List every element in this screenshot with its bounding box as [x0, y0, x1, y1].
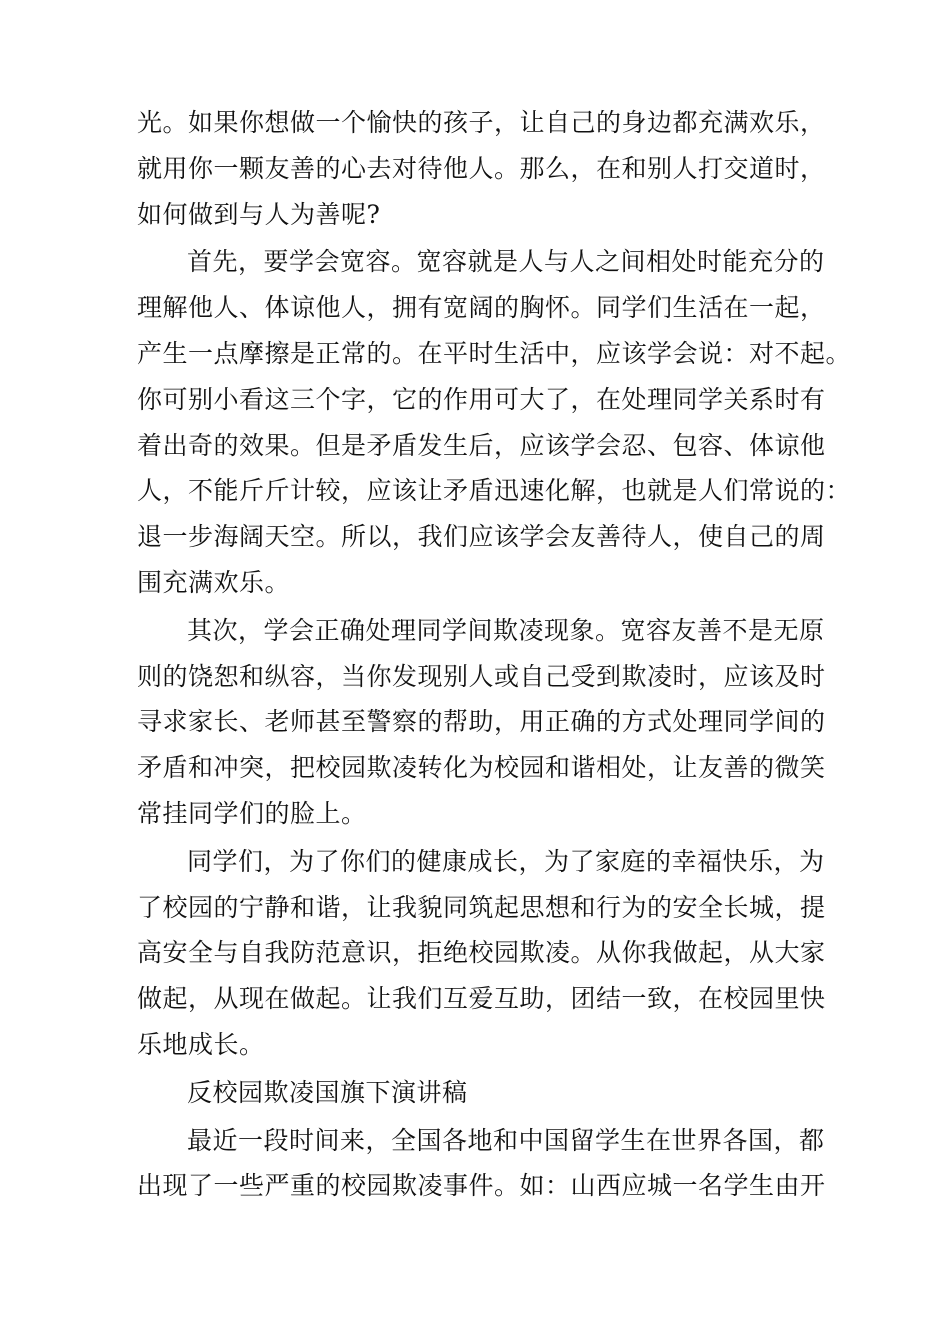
- text-line: 人，不能斤斤计较，应该让矛盾迅速化解，也就是人们常说的：: [137, 476, 852, 506]
- paragraph-5: [137, 1118, 837, 1210]
- text-line: 矛盾和冲突，把校园欺凌转化为校园和谐相处，让友善的微笑: [137, 753, 826, 783]
- text-line: 理解他人、体谅他人，拥有宽阔的胸怀。同学们生活在一起，: [137, 293, 826, 323]
- section-heading: [137, 1070, 837, 1116]
- text-line: 做起，从现在做起。让我们互爱互助，团结一致，在校园里快: [137, 984, 826, 1014]
- text-line: 产生一点摩擦是正常的。在平时生活中，应该学会说：对不起。: [137, 338, 852, 368]
- text-line: 退一步海阔天空。所以，我们应该学会友善待人，使自己的周: [137, 522, 826, 552]
- document-body: [137, 100, 852, 1209]
- text-line: 常挂同学们的脸上。: [137, 798, 367, 828]
- text-line-first: 同学们，为了你们的健康成长，为了家庭的幸福快乐，为: [187, 846, 825, 876]
- paragraph-2: [137, 239, 852, 605]
- text-line-first: 最近一段时间来，全国各地和中国留学生在世界各国，都: [187, 1125, 825, 1155]
- text-line: 如何做到与人为善呢?: [137, 199, 381, 229]
- text-line: 则的饶恕和纵容，当你发现别人或自己受到欺凌时，应该及时: [137, 661, 826, 691]
- paragraph-3: [137, 608, 837, 837]
- text-line: 出现了一些严重的校园欺凌事件。如：山西应城一名学生由开: [137, 1171, 826, 1201]
- text-line: 寻求家长、老师甚至警察的帮助，用正确的方式处理同学间的: [137, 707, 826, 737]
- text-line-first: 首先，要学会宽容。宽容就是人与人之间相处时能充分的: [187, 247, 825, 277]
- text-line: 乐地成长。: [137, 1029, 265, 1059]
- text-line: 就用你一颗友善的心去对待他人。那么，在和别人打交道时，: [137, 153, 826, 183]
- text-line: 着出奇的效果。但是矛盾发生后，应该学会忍、包容、体谅他: [137, 430, 826, 460]
- text-line: 光。如果你想做一个愉快的孩子，让自己的身边都充满欢乐，: [137, 108, 826, 137]
- text-line: 你可别小看这三个字，它的作用可大了，在处理同学关系时有: [137, 384, 826, 414]
- paragraph-4: [137, 839, 837, 1068]
- text-line: 了校园的宁静和谐，让我貌同筑起思想和行为的安全长城，提: [137, 892, 826, 922]
- text-line: 围充满欢乐。: [137, 567, 291, 597]
- text-line: 高安全与自我防范意识，拒绝校园欺凌。从你我做起，从大家: [137, 938, 826, 968]
- heading-line: 反校园欺凌国旗下演讲稿: [187, 1077, 468, 1107]
- text-line-first: 其次，学会正确处理同学间欺凌现象。宽容友善不是无原: [187, 615, 825, 645]
- paragraph-1: [137, 100, 837, 237]
